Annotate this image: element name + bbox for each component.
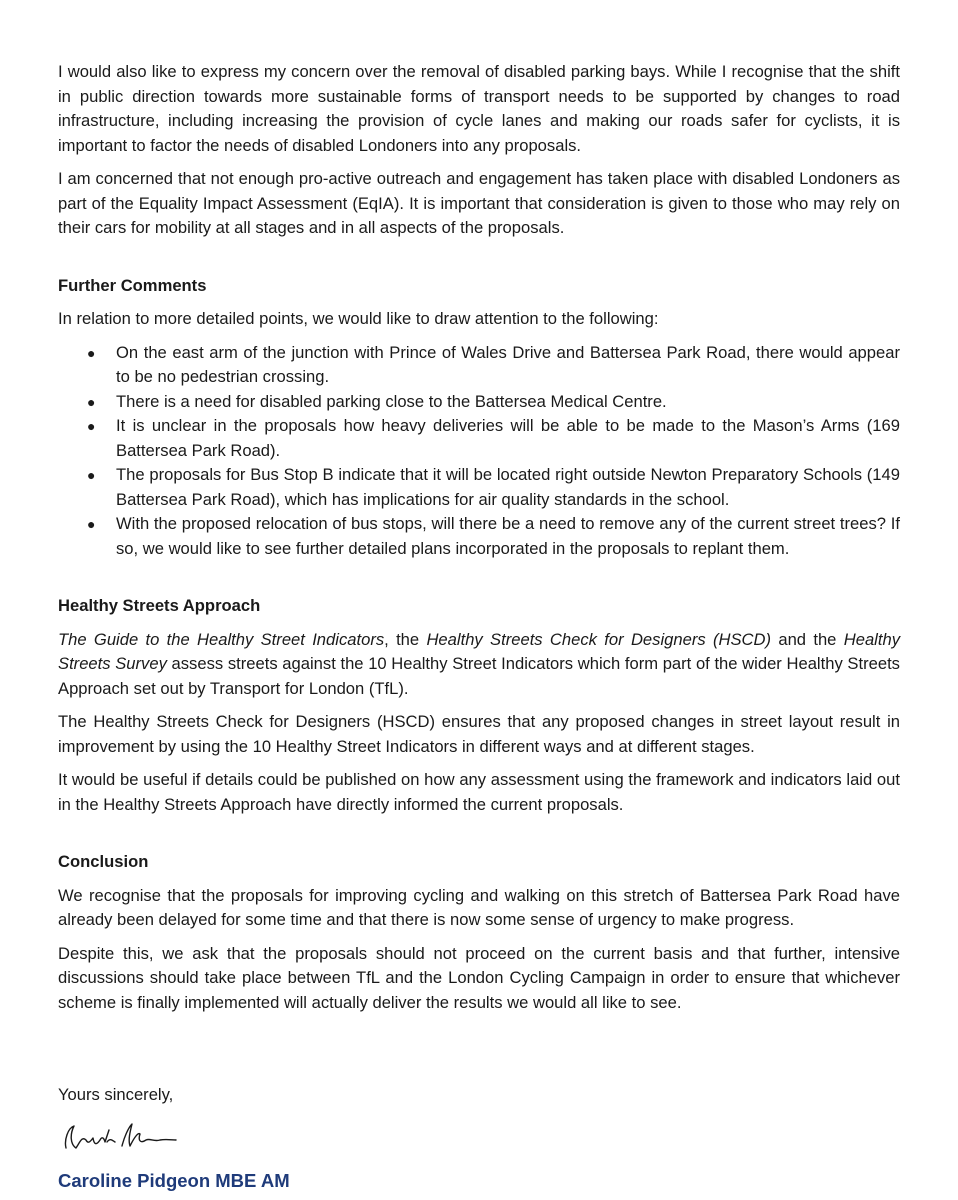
paragraph-disabled-parking: I would also like to express my concern over the removal of disabled parking bays. While I recognise that the shift in public direction towards more sustainable forms of transport needs to be supported by changes to road infrastructure, including increasing the provision of cycle lanes and making our roads safer for cyclists, it is important to factor the needs of disabled Londoners into any proposals. — [58, 62, 900, 155]
list-item — [58, 414, 900, 463]
list-item-text: On the east arm of the junction with Prince of Wales Drive and Battersea Park Road, there would appear to be no pedestrian crossing. — [116, 342, 900, 386]
further-comments-heading: Further Comments — [58, 275, 207, 295]
handwritten-signature — [60, 1118, 180, 1156]
bullet-icon: ● — [87, 418, 96, 434]
signatory-name: Caroline Pidgeon MBE AM — [58, 1170, 290, 1191]
healthy-streets-paragraph-1: The Guide to the Healthy Street Indicators, the Healthy Streets Check for Designers (HSCD) and the Healthy Streets Survey assess streets against the 10 Healthy Street Indicators which form part of the wider Healthy Streets Approach set out by Transport for London (TfL). — [58, 629, 900, 698]
list-item-text: There is a need for disabled parking close to the Battersea Medical Centre. — [116, 391, 667, 411]
list-item — [58, 390, 900, 415]
letter-body — [58, 60, 900, 1015]
conclusion-paragraph-2: Despite this, we ask that the proposals should not proceed on the current basis and that further, intensive discussions should take place between TfL and the London Cycling Campaign in order to ensure that whichever scheme is finally implemented will actually deliver the results we would all like to see. — [58, 943, 900, 1012]
bullet-icon: ● — [87, 393, 96, 410]
further-comments-list — [58, 341, 900, 562]
healthy-streets-heading: Healthy Streets Approach — [58, 596, 261, 615]
list-item — [58, 463, 900, 512]
bullet-icon: ● — [87, 516, 96, 532]
survey-title: Healthy Streets Survey — [58, 629, 900, 673]
conclusion-paragraph-1: We recognise that the proposals for improving cycling and walking on this stretch of Battersea Park Road have already been delayed for some time and that there is now some sense of urgency to make progress. — [58, 885, 900, 929]
list-item-text: It is unclear in the proposals how heavy deliveries will be able to be made to the Mason’s Arms (169 Battersea Park Road). — [116, 416, 900, 460]
healthy-streets-paragraph-3: It would be useful if details could be published on how any assessment using the framework and indicators laid out in the Healthy Streets Approach have directly informed the current proposals. — [58, 770, 900, 814]
healthy-streets-paragraph-2: The Healthy Streets Check for Designers (HSCD) ensures that any proposed changes in street layout result in improvement by using the 10 Healthy Street Indicators in different ways and at different stages. — [58, 712, 900, 756]
list-item — [58, 512, 900, 561]
bullet-icon: ● — [87, 344, 96, 361]
further-comments-intro: In relation to more detailed points, we would like to draw attention to the following: — [58, 309, 659, 328]
sign-off: Yours sincerely, — [58, 1085, 174, 1104]
list-item-text: With the proposed relocation of bus stops, will there be a need to remove any of the current street trees? If so, we would like to see further detailed plans incorporated in the proposals to replant them. — [116, 514, 900, 558]
hscd-title: Healthy Streets Check for Designers (HSCD) — [426, 629, 772, 649]
list-item-text: The proposals for Bus Stop B indicate that it will be located right outside Newton Preparatory Schools (149 Battersea Park Road), which has implications for air quality standards in the school. — [116, 465, 900, 509]
guide-title: The Guide to the Healthy Street Indicators — [58, 629, 385, 649]
paragraph-eqia-concern: I am concerned that not enough pro-active outreach and engagement has taken place with disabled Londoners as part of the Equality Impact Assessment (EqIA). It is important that consideration is given to those who may rely on their cars for mobility at all stages and in all aspects of the proposals. — [58, 169, 900, 237]
list-item — [58, 341, 900, 390]
bullet-icon: ● — [87, 467, 96, 483]
conclusion-heading: Conclusion — [58, 852, 149, 871]
